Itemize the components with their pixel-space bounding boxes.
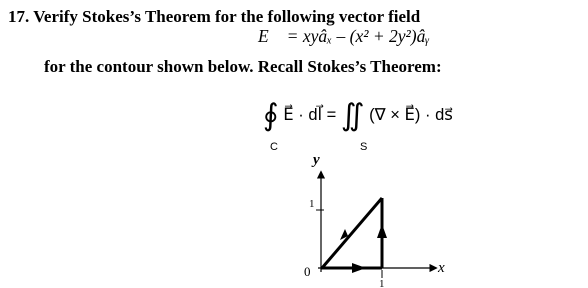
y-axis-label: y	[313, 152, 320, 168]
x-axis-label: x	[438, 260, 445, 276]
contour-hypotenuse	[322, 198, 382, 268]
y-tick-label: 1	[309, 198, 315, 210]
vector-field-equation: E⃗ = xyâₓ – (x² + 2y²)âᵧ	[258, 26, 430, 46]
surface-label: S	[360, 141, 368, 153]
contour-label: C	[270, 141, 278, 153]
contour-bottom-arrow	[352, 263, 366, 273]
x-tick-label: 1	[379, 278, 385, 288]
theorem-rhs: (∇ × E⃗) · ds⃗	[369, 106, 453, 124]
origin-label: 0	[304, 264, 311, 279]
recall-text: for the contour shown below. Recall Stokes’s Theorem:	[44, 57, 442, 76]
contour-right-arrow	[377, 224, 387, 238]
problem-number: 17.	[8, 7, 30, 26]
contour-integral-symbol: ∮	[263, 99, 279, 132]
problem-text: Verify Stokes’s Theorem for the following vector field	[33, 7, 421, 26]
surface-integral-symbol: ∬	[340, 99, 365, 132]
theorem-lhs: E⃗ · dl⃗ =	[283, 106, 337, 124]
